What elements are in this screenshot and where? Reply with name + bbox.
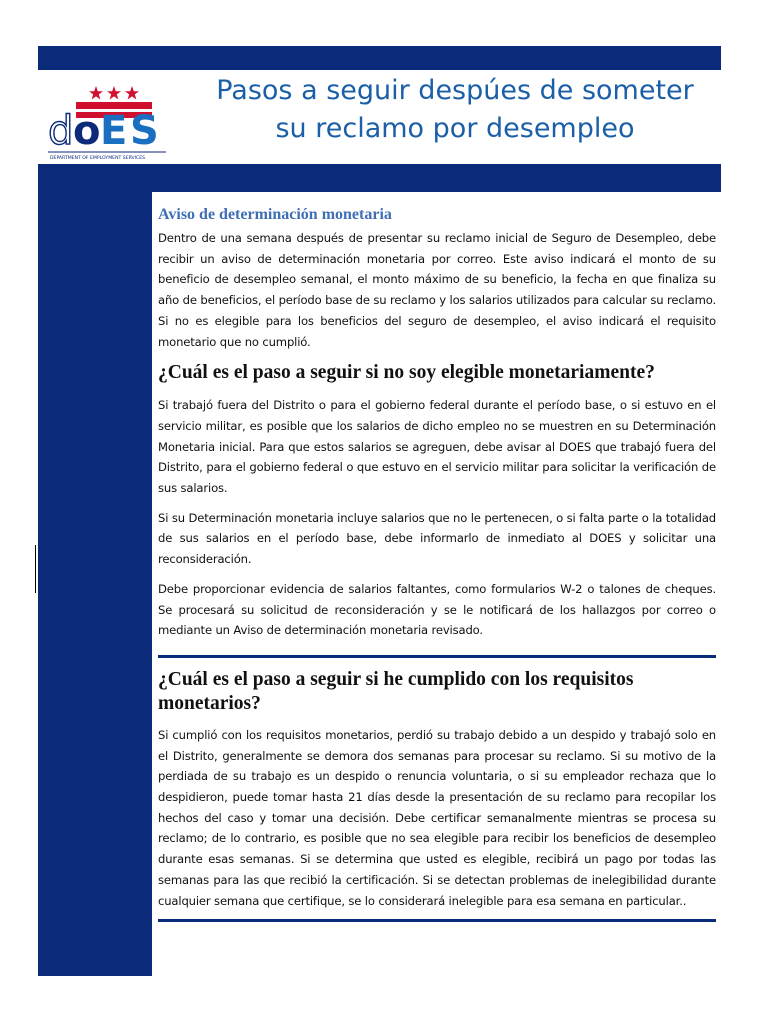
svg-text:S: S	[130, 108, 159, 154]
section-paragraph: Dentro de una semana después de presentar su reclamo inicial de Seguro de Desempleo, debe recibir un aviso de determinación monetaria por correo. Este aviso indicará el monto de su beneficio de desempleo semanal, el monto máximo de su beneficio, la fecha en que finaliza su año de beneficios, el período base de su reclamo y los salarios utilizados para calcular su reclamo. Si no es elegible para los beneficios del seguro de desempleo, el aviso indicará el requisito monetario que no cumplió.	[158, 231, 716, 349]
svg-text:d: d	[48, 108, 74, 154]
section-paragraph: Si cumplió con los requisitos monetarios, perdió su trabajo debido a un despido y trabajó solo en el Distrito, generalmente se demora dos semanas para procesar su reclamo. Si su motivo de la perdiada de su trabajo es un despido o renuncia voluntaria, o si su empleador rechaza que lo despidieron, puede tomar hasta 21 días desde la presentación de su reclamo para recopilar los hechos del caso y tomar una decisión. Debe certificar semanalmente mientras se procesa su reclamo; de lo contrario, es posible que no sea elegible para recibir los beneficios de desempleo durante esas semanas. Si se determina que usted es elegible, recibirá un pago por todas las semanas para las que recibió la certificación. Si se detectan problemas de inelegibilidad durante cualquier semana que certifique, se lo considerará inelegible para esa semana en particular..	[158, 727, 716, 908]
text-cursor	[35, 545, 36, 593]
main-content	[158, 204, 716, 922]
logo-star	[125, 86, 139, 100]
page-title-line-1: Pasos a seguir despúes de someter	[216, 75, 694, 106]
svg-text:o: o	[73, 108, 101, 154]
top-banner-bar	[38, 46, 721, 70]
logo-star	[107, 86, 121, 100]
section-paragraph: Si su Determinación monetaria incluye salarios que no le pertenecen, o si falta parte o la totalidad de sus salarios en el período base, debe informarlo de inmediato al DOES y solicitar una reconsideración.	[158, 510, 716, 567]
section-heading-no-elegible: ¿Cuál es el paso a seguir si no soy elegible monetariamente?	[158, 362, 655, 384]
section-paragraph: Debe proporcionar evidencia de salarios faltantes, como formularios W-2 o talones de cheques. Se procesará su solicitud de reconsideración y se le notificará de los hallazgos por correo o mediante un Aviso de determinación monetaria revisado.	[158, 581, 716, 638]
logo-star	[89, 86, 103, 100]
section-heading-cumplido: ¿Cuál es el paso a seguir si he cumplido con los requisitos monetarios?	[158, 668, 634, 714]
svg-text:E: E	[100, 108, 128, 154]
section-heading-aviso: Aviso de determinación monetaria	[158, 206, 392, 223]
does-logo	[48, 84, 172, 164]
section-divider	[158, 919, 716, 922]
section-paragraph: Si trabajó fuera del Distrito o para el gobierno federal durante el período base, o si estuvo en el servicio militar, es posible que los salarios de dicho empleo no se muestren en su Determinación Monetaria inicial. Para que estos salarios se agreguen, debe avisar al DOES que trabajó fuera del Distrito, para el gobierno federal o que estuvo en el servicio militar para solicitar la verificación de sus salarios.	[158, 398, 716, 496]
left-sidebar-bar	[38, 164, 152, 976]
section-divider	[158, 655, 716, 658]
header-divider-bar	[38, 164, 721, 192]
page-title	[190, 72, 720, 148]
logo-subtext: DEPARTMENT OF EMPLOYMENT SERVICES	[50, 156, 146, 161]
page-title-line-2: su reclamo por desempleo	[275, 113, 635, 144]
